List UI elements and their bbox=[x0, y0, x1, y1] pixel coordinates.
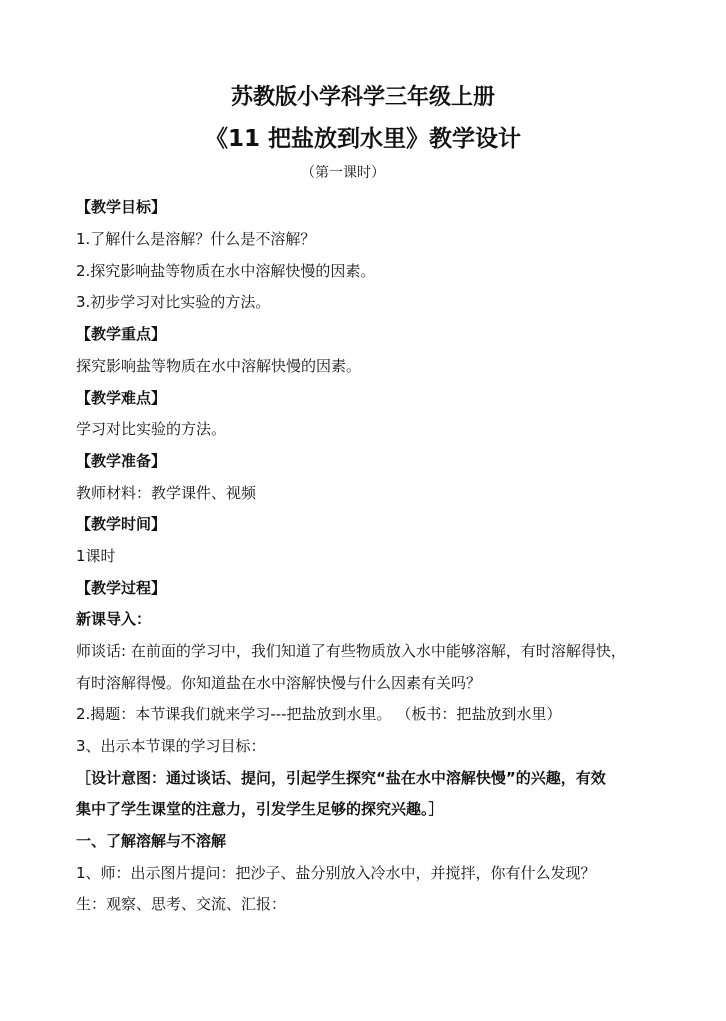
heading-preparation: 【教学准备】 bbox=[76, 452, 167, 470]
key-point-text: 探究影响盐等物质在水中溶解快慢的因素。 bbox=[76, 357, 362, 375]
intro-heading: 新课导入： bbox=[76, 610, 152, 628]
activity-1: 1、师：出示图片提问：把沙子、盐分别放入冷水中，并搅拌，你有什么发现？ bbox=[76, 864, 596, 882]
topic-reveal: 2.揭题：本节课我们就来学习---把盐放到水里。 （板书：把盐放到水里） bbox=[76, 705, 562, 723]
document-title: 苏教版小学科学三年级上册 bbox=[230, 85, 495, 110]
design-intent-line-2: 集中了学生课堂的注意力，引发学生足够的探究兴趣。］ bbox=[76, 800, 444, 818]
heading-key-points: 【教学重点】 bbox=[76, 325, 167, 343]
heading-difficulty: 【教学难点】 bbox=[76, 389, 167, 407]
lesson-period: （第一课时） bbox=[301, 165, 385, 181]
show-goals: 3、出示本节课的学习目标： bbox=[76, 737, 266, 755]
difficulty-text: 学习对比实验的方法。 bbox=[76, 420, 227, 438]
lesson-title: 《11 把盐放到水里》教学设计 bbox=[204, 126, 521, 152]
teacher-talk-line-2: 有时溶解得慢。你知道盐在水中溶解快慢与什么因素有关吗？ bbox=[76, 674, 482, 692]
heading-time: 【教学时间】 bbox=[76, 515, 167, 533]
objective-2: 2.探究影响盐等物质在水中溶解快慢的因素。 bbox=[76, 262, 376, 280]
student-response: 生：观察、思考、交流、汇报： bbox=[76, 895, 287, 913]
heading-objectives: 【教学目标】 bbox=[76, 198, 167, 216]
heading-process: 【教学过程】 bbox=[76, 579, 167, 597]
preparation-text: 教师材料：教学课件、视频 bbox=[76, 484, 257, 502]
teacher-talk-line-1: 师谈话: 在前面的学习中，我们知道了有些物质放入水中能够溶解，有时溶解得快， bbox=[76, 642, 626, 660]
design-intent-line-1: ［设计意图：通过谈话、提问，引起学生探究“盐在水中溶解快慢”的兴趣，有效 bbox=[76, 769, 606, 787]
objective-1: 1.了解什么是溶解？什么是不溶解？ bbox=[76, 230, 316, 248]
section-one-heading: 一、了解溶解与不溶解 bbox=[76, 832, 227, 850]
objective-3: 3.初步学习对比实验的方法。 bbox=[76, 293, 271, 311]
time-text: 1课时 bbox=[76, 547, 116, 565]
